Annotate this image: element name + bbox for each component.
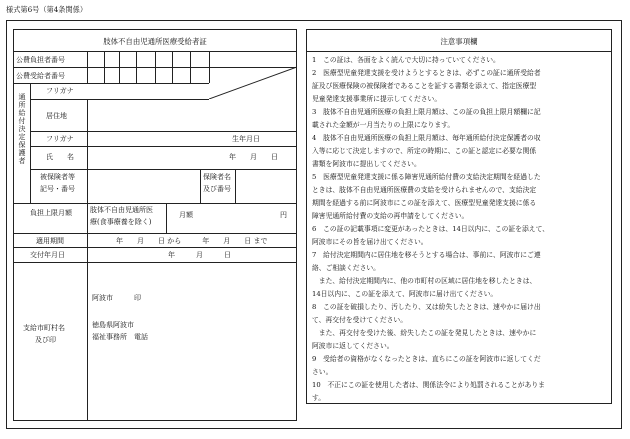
guardian-label: 通所給付決定保護者 <box>18 93 26 165</box>
monthly-label: 月額 <box>179 211 193 219</box>
note-line: 3 肢体不自由児通所医療の負担上限月額は、この証の負担上限月額欄に記 <box>312 108 541 116</box>
city-seal-line: 阿波市 印 <box>92 294 141 302</box>
note-line: 書類を阿波市に提出してください。 <box>312 160 421 168</box>
note-line: 証及び医療保険の被保険者であることを証する書類を添えて、指定医療型 <box>312 82 537 90</box>
note-line: 6 この証の記載事項に変更があったときは、14日以内に、この証を添えて、 <box>312 225 550 233</box>
note-line: 2 医療型児童発達支援を受けようとするときは、必ずこの証に通所受給者 <box>312 69 541 77</box>
note-line: 阿波市にその旨を届け出てください。 <box>312 238 428 246</box>
limit-label: 負担上限月額 <box>30 209 72 217</box>
limit-desc-1: 肢体不自由児通所医 <box>90 206 153 214</box>
note-line: さい。 <box>312 368 333 376</box>
birth-label: 生年月日 <box>232 135 260 143</box>
note-line: 1 この証は、各面をよく読んで大切に持っていてください。 <box>312 56 500 64</box>
period-value: 年 月 日 から 年 月 日 まで <box>116 237 268 245</box>
note-line: 入等に応じて決定しますので、所定の時期に、この証と認定に必要な関係 <box>312 147 537 155</box>
note-line: 10 不正にこの証を使用した者は、関係法令により処罰されることがありま <box>312 381 545 389</box>
payer-number-label: 公費負担者番号 <box>16 56 65 64</box>
note-line: 阿波市に返してください。 <box>312 342 394 350</box>
insurer-label-1: 保険者名 <box>203 173 231 181</box>
issue-label: 交付年月日 <box>30 251 65 259</box>
address-line-2: 福祉事務所 電話 <box>92 333 148 341</box>
note-line: また、再交付を受けた後、紛失したこの証を発見したときは、速やかに <box>312 329 537 337</box>
note-line: 4 肢体不自由児通所医療の負担上限月額は、毎年通所給付決定保護者の収 <box>312 134 541 142</box>
address-label: 居住地 <box>46 112 67 120</box>
note-line: 絡、ご相談ください。 <box>312 264 380 272</box>
municipality-label-2: 及び印 <box>35 336 56 344</box>
note-line: て、再交付を受けてください。 <box>312 316 408 324</box>
note-line: また、給付決定期間内に、他の市町村の区域に居住地を移したときは、 <box>312 277 537 285</box>
note-line: す。 <box>312 394 326 402</box>
name-label: 氏 名 <box>46 153 74 161</box>
furigana-label: フリガナ <box>46 87 74 95</box>
note-line: 障害児通所給付費の支給の再申請をしてください。 <box>312 212 469 220</box>
birth-date: 年 月 日 <box>229 153 278 161</box>
municipality-label-1: 支給市町村名 <box>23 324 65 332</box>
note-line: 載された金額が一月当たりの上限になります。 <box>312 121 455 129</box>
insured-label-1: 被保険者等 <box>40 173 75 181</box>
recipient-number-label: 公費受給者番号 <box>16 72 65 80</box>
period-label: 適用期間 <box>36 237 64 245</box>
note-line: 8 この証を破損したり、汚したり、又は紛失したときは、速やかに届け出 <box>312 303 541 311</box>
form-label: 様式第6号（第4条関係） <box>6 5 88 14</box>
note-line: 7 給付決定期間内に居住地を移そうとする場合は、事前に、阿波市にご連 <box>312 251 541 259</box>
issue-value: 年 月 日 <box>168 251 231 259</box>
note-line: 5 医療型児童発達支援に係る障害児通所給付費の支給決定期間を経過した <box>312 173 541 181</box>
insured-label-2: 記号・番号 <box>40 185 75 193</box>
notes-title: 注意事項欄 <box>440 37 478 46</box>
note-line: 14日以内に、この証を添えて、阿波市に届け出てください。 <box>312 290 498 298</box>
certificate-title: 肢体不自由児通所医療受給者証 <box>103 37 207 46</box>
diagonal-strike <box>209 51 297 99</box>
note-line: 9 受給者の資格がなくなったときは、直ちにこの証を阿波市に返してくだ <box>312 355 541 363</box>
note-line: ときは、肢体不自由児通所医療費の支給を受けられませんので、支給決定 <box>312 186 537 194</box>
insurer-label-2: 及び番号 <box>203 185 231 193</box>
yen-label: 円 <box>280 211 287 219</box>
limit-desc-2: 療(食事療養を除く) <box>90 218 152 226</box>
note-line: 児童発達支援事業所に提示してください。 <box>312 95 442 103</box>
address-line-1: 徳島県阿波市 <box>92 321 134 329</box>
note-line: 期間を経過する前に阿波市にこの証を添えて、医療型児童発達支援に係る <box>312 199 537 207</box>
furigana2-label: フリガナ <box>46 135 74 143</box>
